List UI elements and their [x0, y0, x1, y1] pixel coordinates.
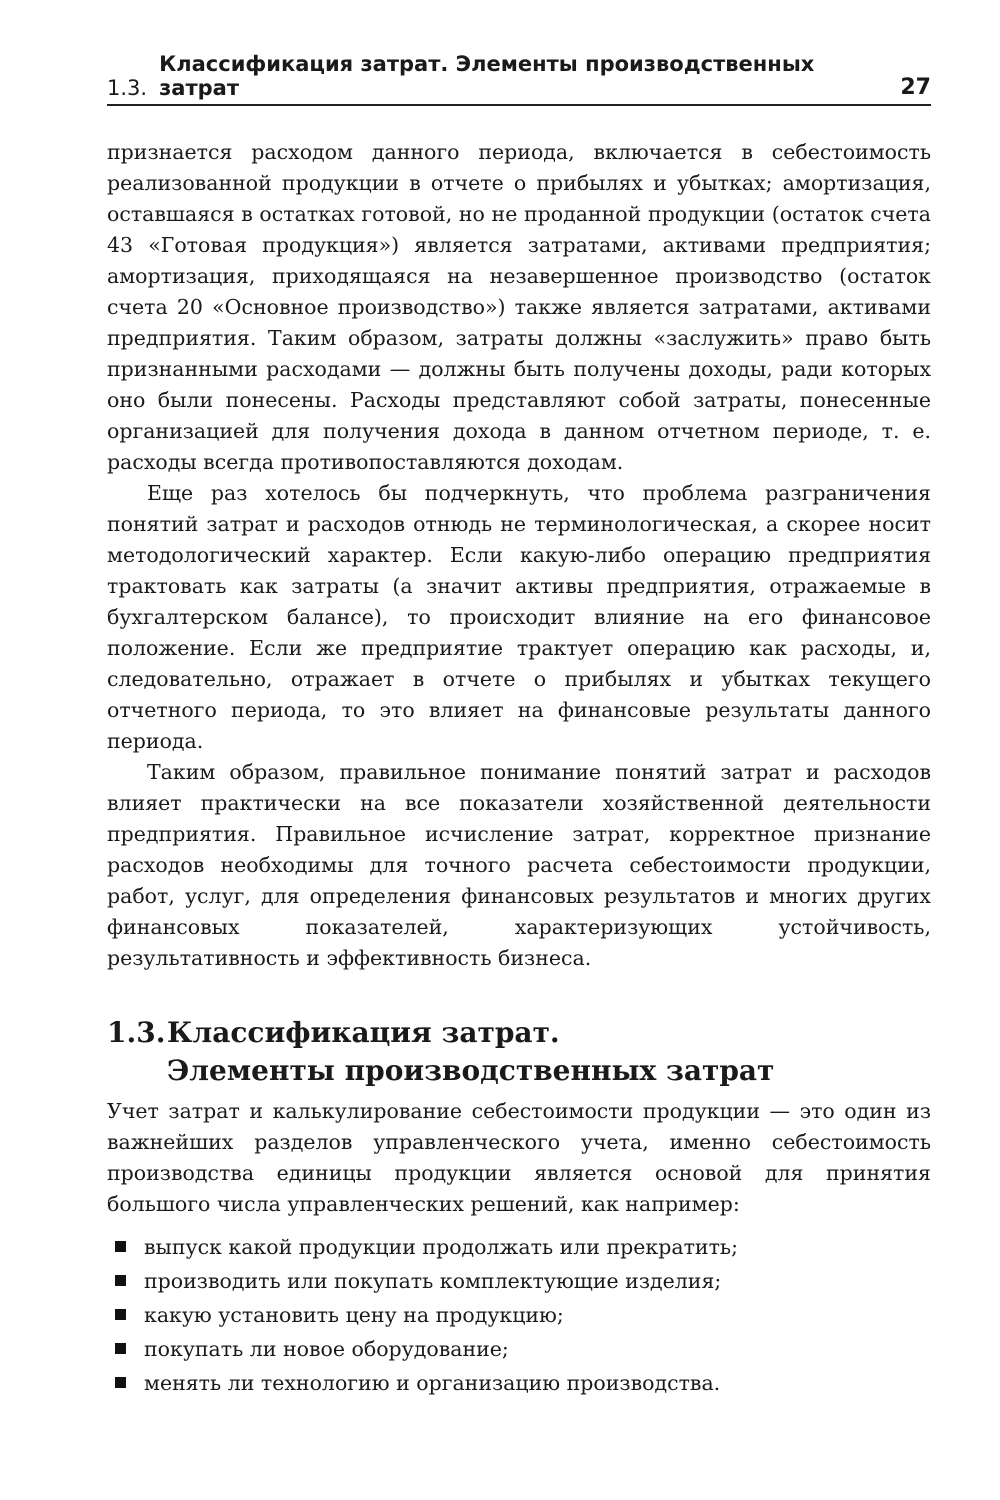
page-number: 27	[900, 75, 931, 100]
list-item-text: производить или покупать комплектующие изделия;	[144, 1269, 722, 1293]
running-head	[107, 52, 931, 106]
list-item	[107, 1366, 931, 1400]
section-heading	[107, 1014, 931, 1090]
section-number: 1.3.	[107, 1016, 166, 1049]
list-item-text: выпуск какой продукции продолжать или прекратить;	[144, 1235, 738, 1259]
square-bullet-icon	[115, 1275, 126, 1286]
list-item-text: какую установить цену на продукцию;	[144, 1303, 564, 1327]
section-title	[167, 1014, 774, 1090]
running-head-title: Классификация затрат. Элементы производственных затрат	[159, 52, 815, 100]
section-intro: Учет затрат и калькулирование себестоимости продукции — это один из важнейших разделов управленческого учета, именно себестоимость производства единицы продукции является основой для принятия большого числа управленческих решений, как например:	[107, 1099, 931, 1216]
square-bullet-icon	[115, 1309, 126, 1320]
page-body	[107, 137, 931, 1400]
list-item	[107, 1264, 931, 1298]
decision-list	[107, 1230, 931, 1400]
paragraph: Еще раз хотелось бы подчеркнуть, что проблема разграничения понятий затрат и расходов отнюдь не терминологическая, а скорее носит методологический характер. Если какую-либо операцию предприятия трактовать как затраты (а значит активы предприятия, отражаемые в бухгалтерском балансе), то происходит влияние на его финансовое положение. Если же предприятие трактует операцию как расходы, и, следовательно, отражает в отчете о прибылях и убытках текущего отчетного периода, то это влияет на финансовые результаты данного периода.	[107, 481, 931, 753]
section-title-line-2: Элементы производственных затрат	[167, 1054, 775, 1087]
list-item	[107, 1332, 931, 1366]
list-item	[107, 1230, 931, 1264]
list-item-text: покупать ли новое оборудование;	[144, 1337, 509, 1361]
list-item-text: менять ли технологию и организацию производства.	[144, 1371, 721, 1395]
list-item	[107, 1298, 931, 1332]
running-head-section-number: 1.3.	[107, 76, 148, 100]
square-bullet-icon	[115, 1377, 126, 1388]
square-bullet-icon	[115, 1241, 126, 1252]
paragraph-continued: признается расходом данного периода, включается в себестоимость реализованной продукции в отчете о прибылях и убытках; амортизация, оставшаяся в остатках готовой, но не проданной продукции (остаток счета 43 «Готовая продукция») является затратами, активами предприятия; амортизация, приходящаяся на незавершенное производство (остаток счета 20 «Основное производство») также является затратами, активами предприятия. Таким образом, затраты должны «заслужить» право быть признанными расходами — должны быть получены доходы, ради которых оно были понесены. Расходы представляют собой затраты, понесенные организацией для получения дохода в данном отчетном периоде, т. е. расходы всегда противопоставляются доходам.	[107, 140, 931, 474]
section-title-line-1: Классификация затрат.	[167, 1016, 560, 1049]
square-bullet-icon	[115, 1343, 126, 1354]
paragraph: Таким образом, правильное понимание понятий затрат и расходов влияет практически на все показатели хозяйственной деятельности предприятия. Правильное исчисление затрат, корректное признание расходов необходимы для точного расчета себестоимости продукции, работ, услуг, для определения финансовых результатов и многих других финансовых показателей, характеризующих устойчивость, результативность и эффективность бизнеса.	[107, 760, 931, 970]
